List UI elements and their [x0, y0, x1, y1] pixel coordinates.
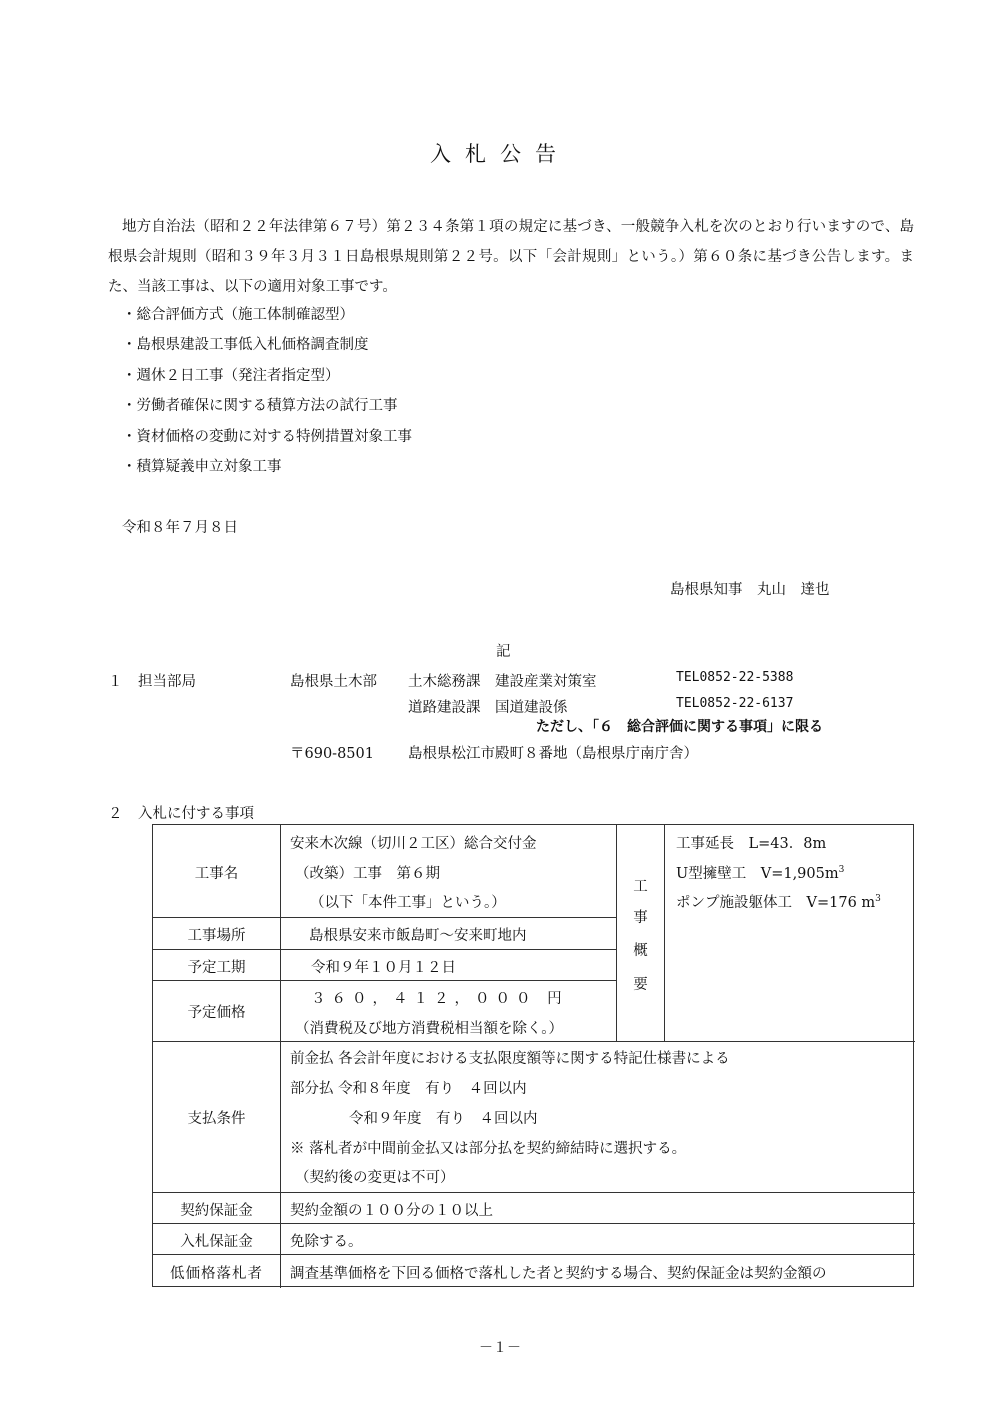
- label-shiharai: 支払条件: [187, 1111, 246, 1127]
- page-number: －１－: [479, 1340, 521, 1356]
- gaiyo-label-char: 概: [633, 943, 648, 959]
- table-divider: [153, 1192, 915, 1193]
- section-2-number: ２: [108, 806, 123, 822]
- tel-1: TEL0852-22-5388: [676, 670, 794, 685]
- shiharai-line: （契約後の変更は不可）: [295, 1170, 455, 1186]
- notice-date: 令和８年７月８日: [122, 520, 238, 536]
- koji-name-line: （改築）工事 第６期: [295, 866, 440, 882]
- table-divider: [153, 1041, 915, 1042]
- label-yotei-kakaku: 予定価格: [187, 1005, 246, 1021]
- keiyaku-hoshokin: 契約金額の１００分の１０以上: [290, 1203, 493, 1219]
- section-1-label: 担当部局: [138, 674, 196, 690]
- label-nyusatsu-hoshokin: 入札保証金: [180, 1234, 253, 1250]
- gaiyo-label-char: 事: [633, 910, 648, 926]
- list-item: ・島根県建設工事低入札価格調査制度: [122, 337, 369, 354]
- gaiyo-label-char: 要: [633, 977, 648, 993]
- table-divider: [153, 949, 616, 950]
- gaiyo-label-char: 工: [633, 879, 648, 895]
- postal-code: 〒690-8501: [290, 746, 374, 762]
- label-keiyaku-hoshokin: 契約保証金: [180, 1203, 253, 1219]
- address: 島根県松江市殿町８番地（島根県庁南庁舎）: [408, 746, 698, 762]
- section-1-number: １: [108, 674, 123, 690]
- yotei-kakaku-note: （消費税及び地方消費税相当額を除く。）: [295, 1021, 563, 1037]
- nyusatsu-hoshokin: 免除する。: [290, 1234, 363, 1250]
- table-divider: [153, 1254, 915, 1255]
- intro-text: 地方自治法（昭和２２年法律第６７号）第２３４条第１項の規定に基づき、一般競争入札を次のとおり行いますので、島根県会計規則（昭和３９年３月３１日島根県規則第２２号。以下「会計規則」という。）第６０条に基づき公告します。また、当該工事は、以下の適用対象工事です。: [108, 219, 914, 295]
- office-2-note: ただし、「６ 総合評価に関する事項」に限る: [536, 719, 823, 735]
- shiharai-line: 部分払 令和８年度 有り ４回以内: [290, 1081, 527, 1097]
- table-divider: [664, 825, 665, 1041]
- koji-basho: 島根県安来市飯島町～安来町地内: [309, 928, 527, 944]
- bid-details-table: [152, 824, 914, 1287]
- shiharai-line: ※ 落札者が中間前金払又は部分払を契約締結時に選択する。: [290, 1141, 687, 1157]
- shiharai-line: 令和９年度 有り ４回以内: [349, 1111, 538, 1127]
- applicable-works-list: [122, 300, 412, 482]
- section-2-label: 入札に付する事項: [138, 806, 254, 822]
- yotei-kakaku: ３６０，４１２，０００ 円: [311, 991, 568, 1007]
- shiharai-line: 前金払 各会計年度における支払限度額等に関する特記仕様書による: [290, 1051, 730, 1067]
- label-yotei-kouki: 予定工期: [187, 960, 246, 976]
- label-teikakaku: 低価格落札者: [170, 1266, 263, 1282]
- koji-name-line: （以下「本件工事」という。）: [310, 895, 506, 911]
- list-item: ・週休２日工事（発注者指定型）: [122, 367, 340, 384]
- ki-heading: 記: [496, 644, 511, 660]
- yotei-kouki: 令和９年１０月１２日: [311, 960, 456, 976]
- page-title: 入札公告: [430, 142, 570, 166]
- intro-paragraph: [108, 212, 914, 302]
- gaiyo-line: U型擁壁工 $V=1,905m^3$: [676, 865, 845, 882]
- list-item: ・総合評価方式（施工体制確認型）: [122, 307, 354, 323]
- signer: 島根県知事 丸山 達也: [670, 582, 830, 598]
- list-item: ・積算疑義申立対象工事: [122, 459, 282, 476]
- label-koji-basho: 工事場所: [187, 928, 246, 944]
- list-item: ・労働者確保に関する積算方法の試行工事: [122, 398, 398, 415]
- office-1: 土木総務課 建設産業対策室: [408, 674, 597, 690]
- gaiyo-line: ポンプ施設躯体工 V=176 $m^3$: [676, 894, 881, 911]
- office-2: 道路建設課 国道建設係: [408, 700, 568, 716]
- teikakaku: 調査基準価格を下回る価格で落札した者と契約する場合、契約保証金は契約金額の: [290, 1266, 827, 1282]
- gaiyo-line: 工事延長 L=43．8m: [676, 836, 827, 852]
- table-divider: [616, 825, 617, 1041]
- koji-name-line: 安来木次線（切川２工区）総合交付金: [290, 836, 537, 852]
- table-divider: [153, 980, 616, 981]
- tel-2: TEL0852-22-6137: [676, 696, 794, 711]
- list-item: ・資材価格の変動に対する特例措置対象工事: [122, 428, 412, 445]
- table-divider: [153, 1223, 915, 1224]
- department: 島根県土木部: [290, 674, 377, 690]
- table-divider: [153, 917, 616, 918]
- table-divider: [280, 825, 281, 1288]
- label-koji-name: 工事名: [194, 866, 239, 882]
